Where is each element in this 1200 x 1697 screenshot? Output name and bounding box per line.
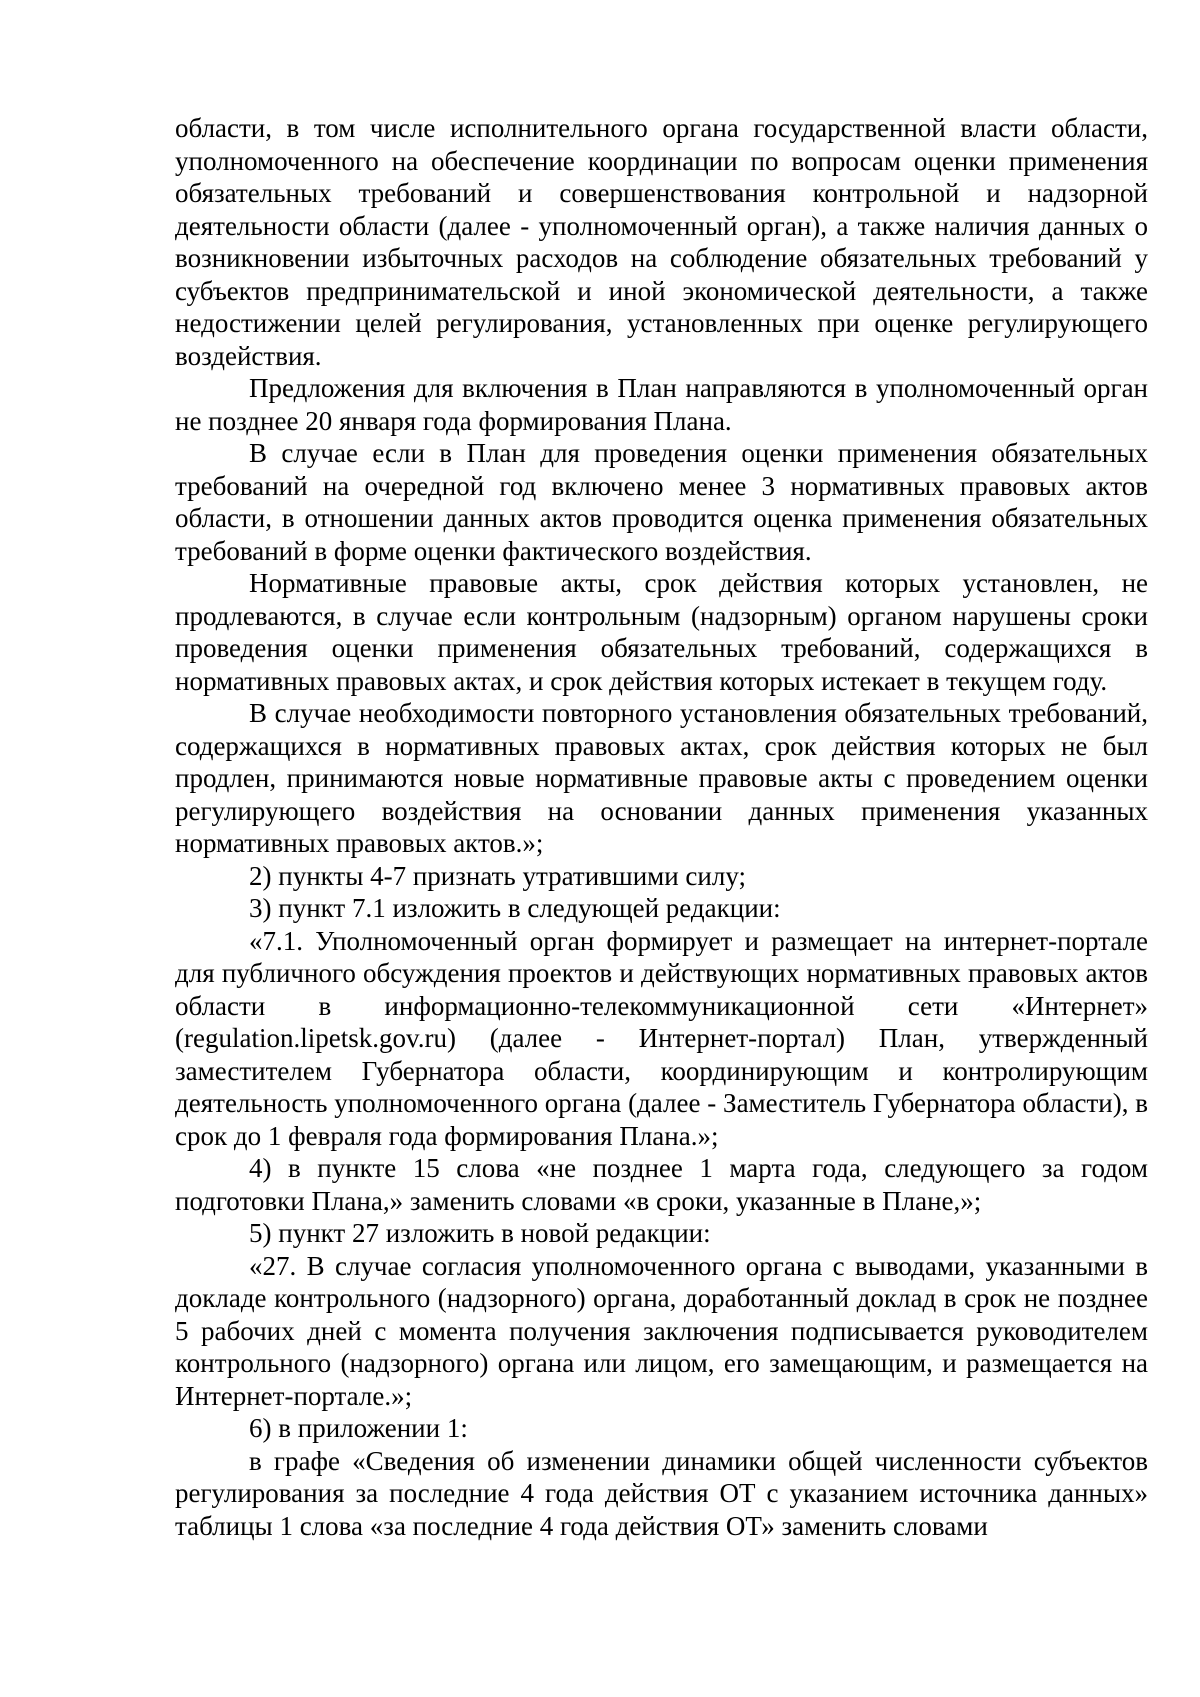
paragraph-clause-7-1: «7.1. Уполномоченный орган формирует и размещает на интернет-портале для публичного обсуждения проектов и действующих нормативных правовых актов области в информационно-телекоммуникационной сети «Интернет» (regulation.lipetsk.gov.ru) (далее - Интернет-портал) План, утвержденный заместителем Губернатора области, координирующим и контролирующим деятельность уполномоченного органа (далее - Заместитель Губернатора области), в срок до 1 февраля года формирования Плана.»; [175, 925, 1148, 1151]
document-body [175, 112, 1148, 1542]
paragraph-appendix-table-1: в графе «Сведения об изменении динамики общей численности субъектов регулирования за последние 4 года действия ОТ с указанием источника данных» таблицы 1 слова «за последние 4 года действия ОТ» заменить словами [175, 1445, 1148, 1541]
paragraph-fewer-than-three-acts: В случае если в План для проведения оценки применения обязательных требований на очередной год включено менее 3 нормативных правовых актов области, в отношении данных актов проводится оценка применения обязательных требований в форме оценки фактического воздействия. [175, 438, 1148, 566]
paragraph-repeated-requirements: В случае необходимости повторного установления обязательных требований, содержащихся в нормативных правовых актах, срок действия которых не был продлен, принимаются новые нормативные правовые акты с проведением оценки регулирующего воздействия на основании данных применения указанных нормативных правовых актов.»; [175, 698, 1148, 858]
paragraph-item-3: 3) пункт 7.1 изложить в следующей редакции: [249, 893, 781, 923]
paragraph-continuation: области, в том числе исполнительного органа государственной власти области, уполномоченного на обеспечение координации по вопросам оценки применения обязательных требований и совершенствования контрольной и надзорной деятельности области (далее - уполномоченный орган), а также наличия данных о возникновении избыточных расходов на соблюдение обязательных требований у субъектов предпринимательской и иной экономической деятельности, а также недостижении целей регулирования, установленных при оценке регулирующего воздействия. [175, 113, 1148, 371]
paragraph-item-6: 6) в приложении 1: [249, 1413, 468, 1443]
paragraph-item-2: 2) пункты 4-7 признать утратившими силу; [249, 860, 746, 891]
paragraph-item-4: 4) в пункте 15 слова «не позднее 1 марта года, следующего за годом подготовки Плана,» заменить словами «в сроки, указанные в Плане,»; [175, 1153, 1148, 1216]
paragraph-acts-not-extended: Нормативные правовые акты, срок действия которых установлен, не продлеваются, в случае если контрольным (надзорным) органом нарушены сроки проведения оценки применения обязательных требований, содержащихся в нормативных правовых актах, и срок действия которых истекает в текущем году. [175, 568, 1148, 696]
paragraph-clause-27: «27. В случае согласия уполномоченного органа с выводами, указанными в докладе контрольного (надзорного) органа, доработанный доклад в срок не позднее 5 рабочих дней с момента получения заключения подписывается руководителем контрольного (надзорного) органа или лицом, его замещающим, и размещается на Интернет-портале.»; [175, 1250, 1148, 1411]
paragraph-proposals-deadline: Предложения для включения в План направляются в уполномоченный орган не позднее 20 января года формирования Плана. [175, 373, 1148, 436]
paragraph-item-5: 5) пункт 27 изложить в новой редакции: [249, 1218, 711, 1248]
